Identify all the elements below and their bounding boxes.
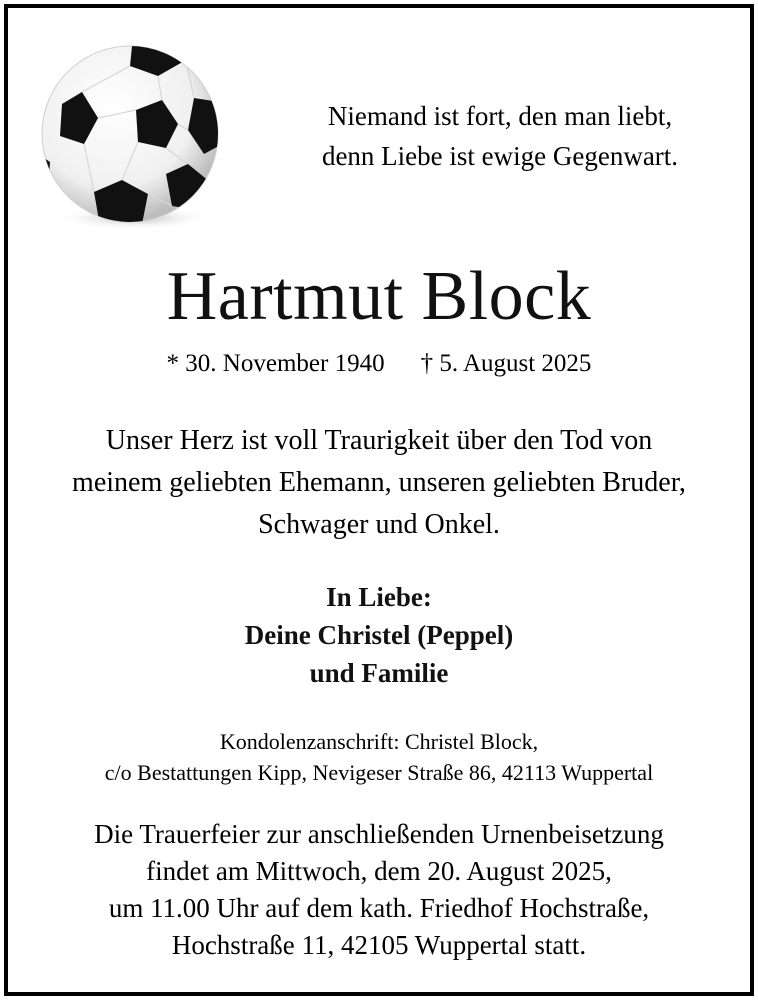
- signature-line: und Familie: [309, 658, 449, 688]
- signature-line: Deine Christel (Peppel): [244, 620, 514, 650]
- soccer-ball-icon: [38, 42, 224, 232]
- mourners-signature: [0, 578, 758, 692]
- condolence-line: Kondolenzanschrift: Christel Block,: [219, 729, 539, 754]
- quote-line: Niemand ist fort, den man liebt,: [327, 101, 673, 131]
- condolence-address: [0, 726, 758, 788]
- deceased-name: Hartmut Block: [166, 258, 592, 335]
- service-line: Hochstraße 11, 42105 Wuppertal statt.: [171, 930, 587, 960]
- mourning-message: [0, 420, 758, 546]
- funeral-service-info: [0, 816, 758, 964]
- message-line: Schwager und Onkel.: [258, 509, 500, 540]
- service-line: um 11.00 Uhr auf dem kath. Friedhof Hochstraße,: [108, 893, 650, 923]
- death-date: † 5. August 2025: [420, 350, 592, 377]
- birth-date: * 30. November 1940: [166, 350, 385, 377]
- condolence-line: c/o Bestattungen Kipp, Nevigeser Straße 86, 42113 Wuppertal: [104, 760, 654, 785]
- signature-line: In Liebe:: [326, 582, 432, 612]
- memorial-quote: [280, 96, 720, 176]
- message-line: Unser Herz ist voll Traurigkeit über den Tod von: [105, 425, 653, 456]
- message-line: meinem geliebten Ehemann, unseren geliebten Bruder,: [72, 467, 686, 498]
- quote-line: denn Liebe ist ewige Gegenwart.: [321, 141, 679, 171]
- life-dates: [0, 348, 758, 380]
- service-line: findet am Mittwoch, dem 20. August 2025,: [146, 856, 612, 886]
- service-line: Die Trauerfeier zur anschließenden Urnenbeisetzung: [94, 819, 664, 849]
